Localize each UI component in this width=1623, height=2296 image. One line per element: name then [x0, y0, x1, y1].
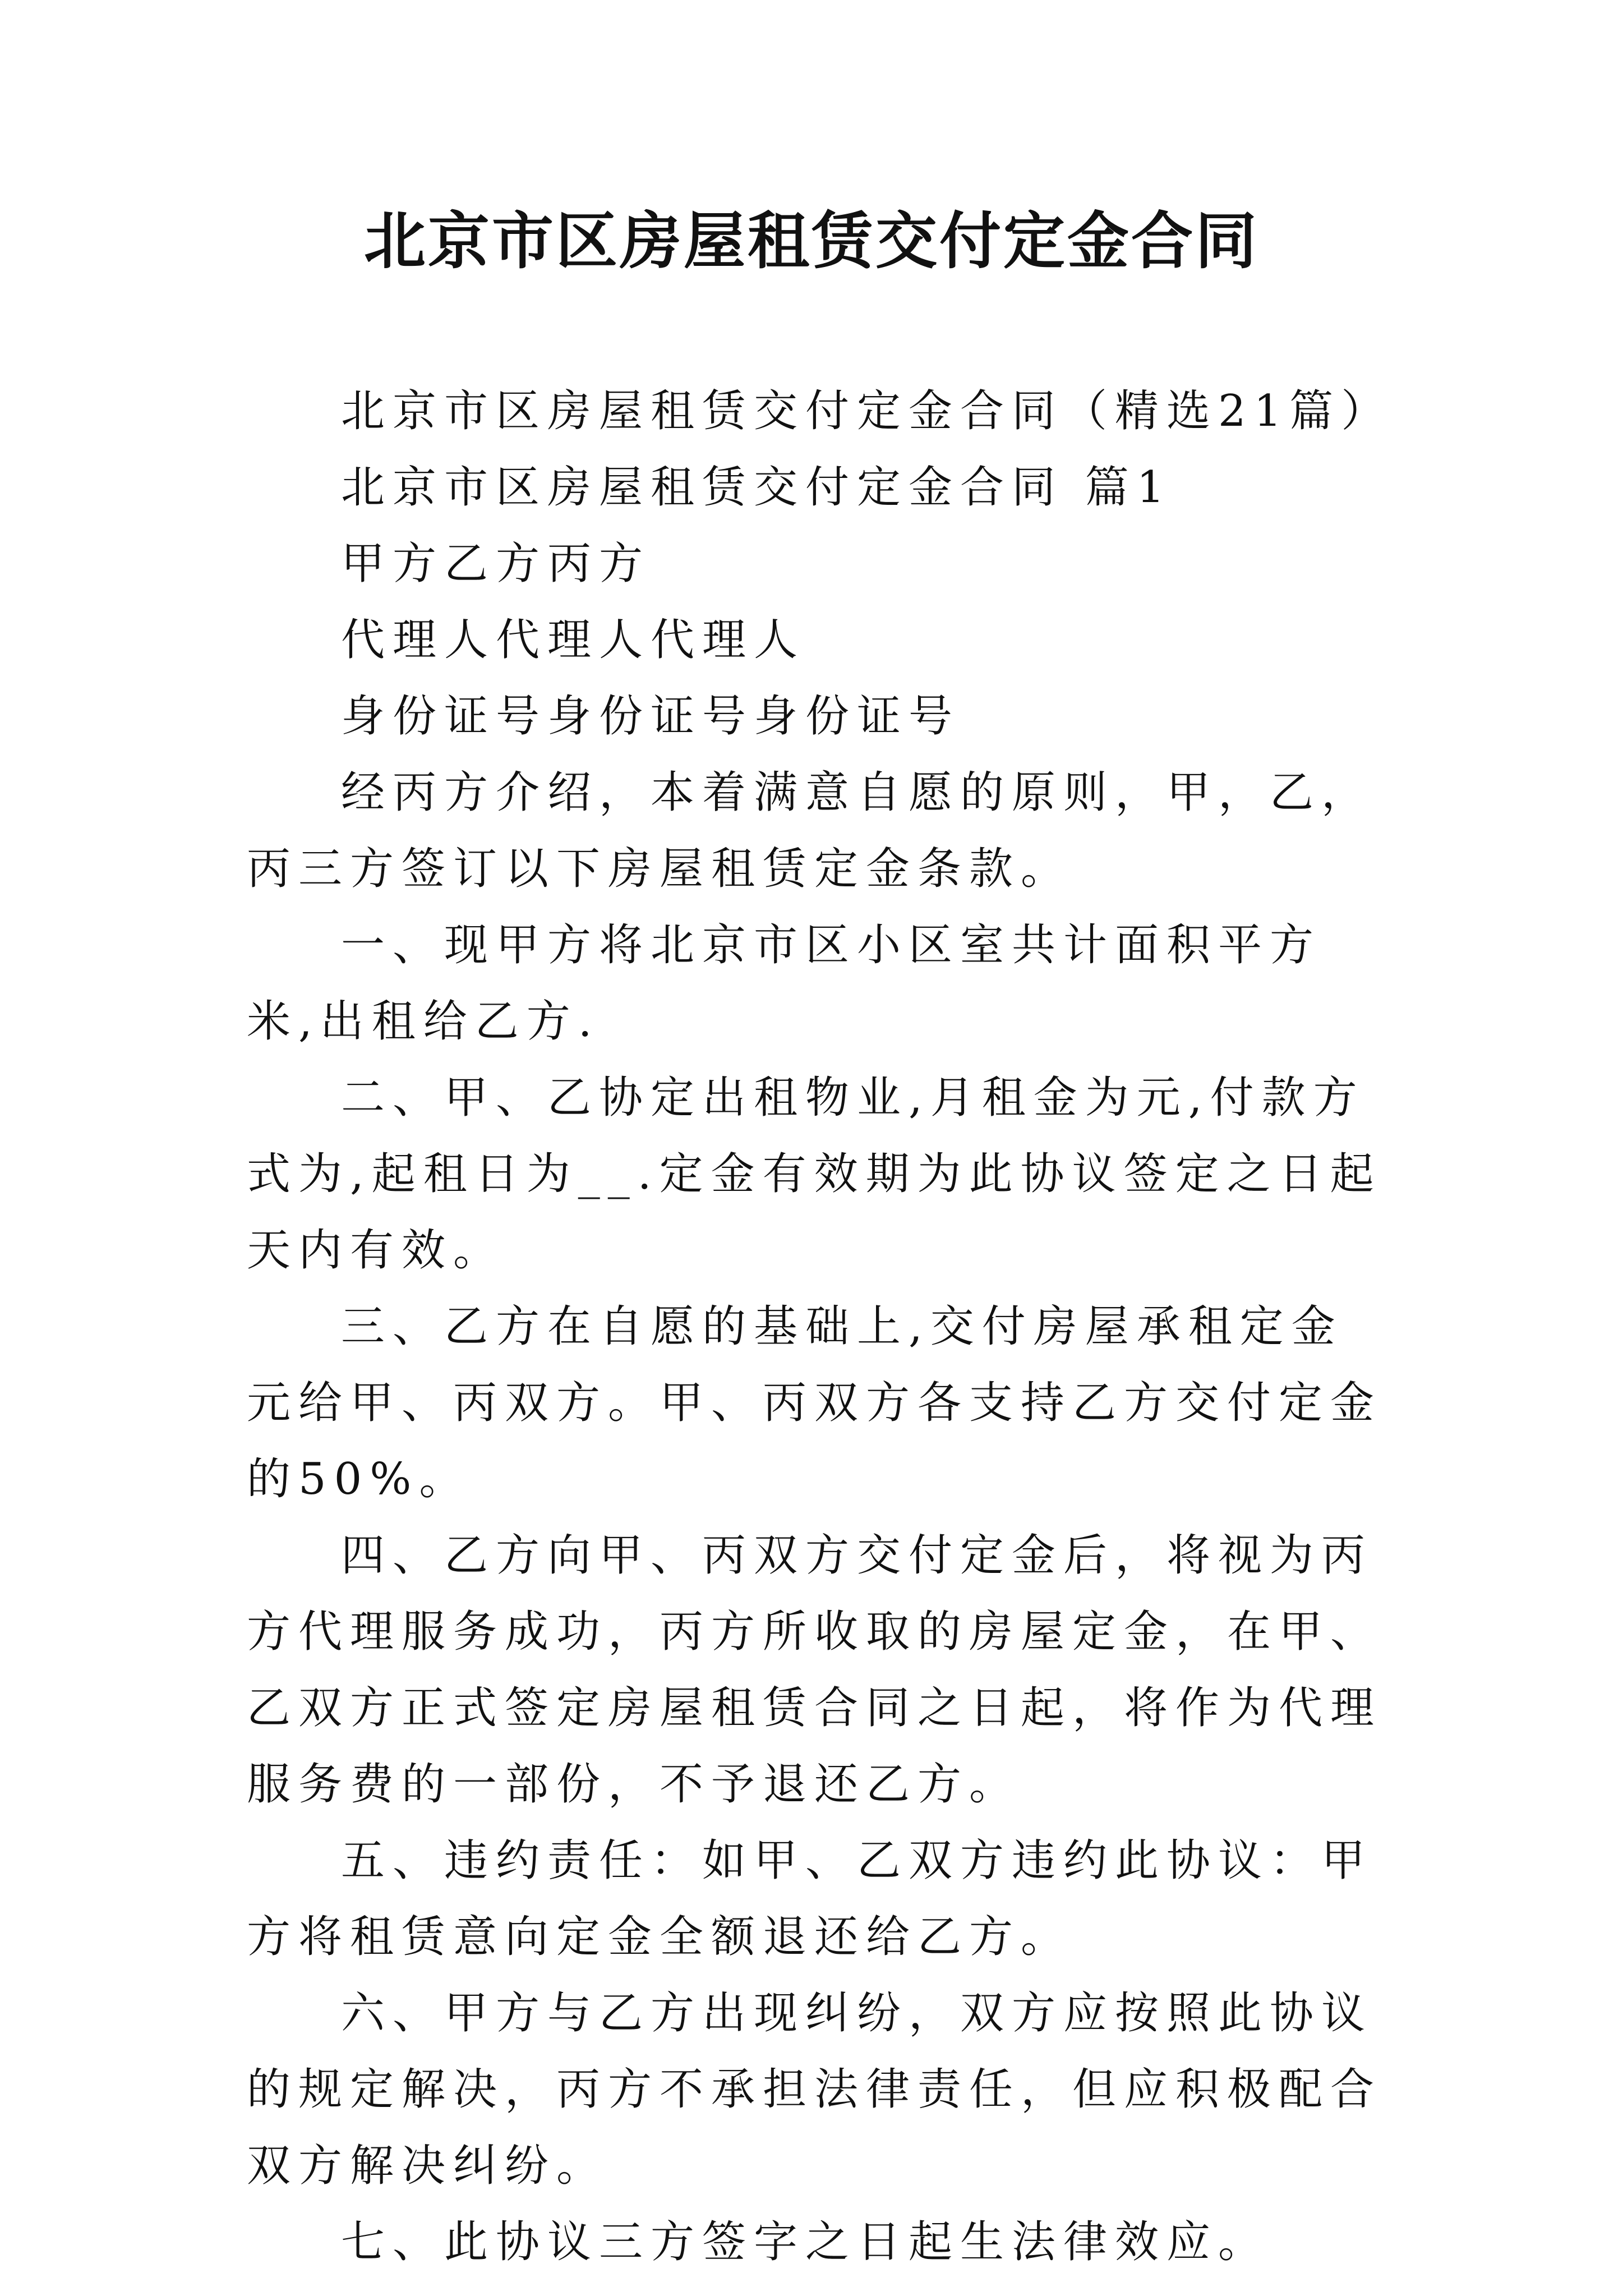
document-body — [247, 373, 1391, 2280]
document-title: 北京市区房屋租赁交付定金合同 — [364, 205, 1259, 277]
clause-2: 二、甲、乙协定出租物业,月租金为元,付款方式为,起租日为__.定金有效期为此协议签定之日起天内有效。 — [247, 1073, 1382, 1276]
section-heading: 北京市区房屋租赁交付定金合同 篇1 — [341, 462, 1173, 513]
clause-7: 七、此协议三方签字之日起生法律效应。 — [341, 2217, 1270, 2267]
clause-5: 五、违约责任：如甲、乙双方违约此协议：甲方将租赁意向定金全额退还给乙方。 — [247, 1835, 1373, 1962]
clause-6: 六、甲方与乙方出现纠纷，双方应按照此协议的规定解决，丙方不承担法律责任，但应积极配合双方解决纠纷。 — [247, 1988, 1382, 2191]
intro-paragraph: 经丙方介绍，本着满意自愿的原则，甲，乙，丙三方签订以下房屋租赁定金条款。 — [247, 767, 1373, 894]
clause-1: 一、现甲方将北京市区小区室共计面积平方米,出租给乙方. — [247, 920, 1322, 1047]
id-numbers-line: 身份证号身份证号身份证号 — [341, 691, 961, 742]
agents-line: 代理人代理人代理人 — [341, 615, 806, 665]
clause-3: 三、乙方在自愿的基础上,交付房屋承租定金元给甲、丙双方。甲、丙双方各支持乙方交付定金的50%。 — [247, 1301, 1382, 1504]
clause-4: 四、乙方向甲、丙双方交付定金后，将视为丙方代理服务成功，丙方所收取的房屋定金，在甲、乙双方正式签定房屋租赁合同之日起，将作为代理服务费的一部份，不予退还乙方。 — [247, 1530, 1382, 1810]
parties-line: 甲方乙方丙方 — [341, 539, 651, 589]
subtitle-paragraph: 北京市区房屋租赁交付定金合同（精选21篇） — [341, 386, 1393, 436]
